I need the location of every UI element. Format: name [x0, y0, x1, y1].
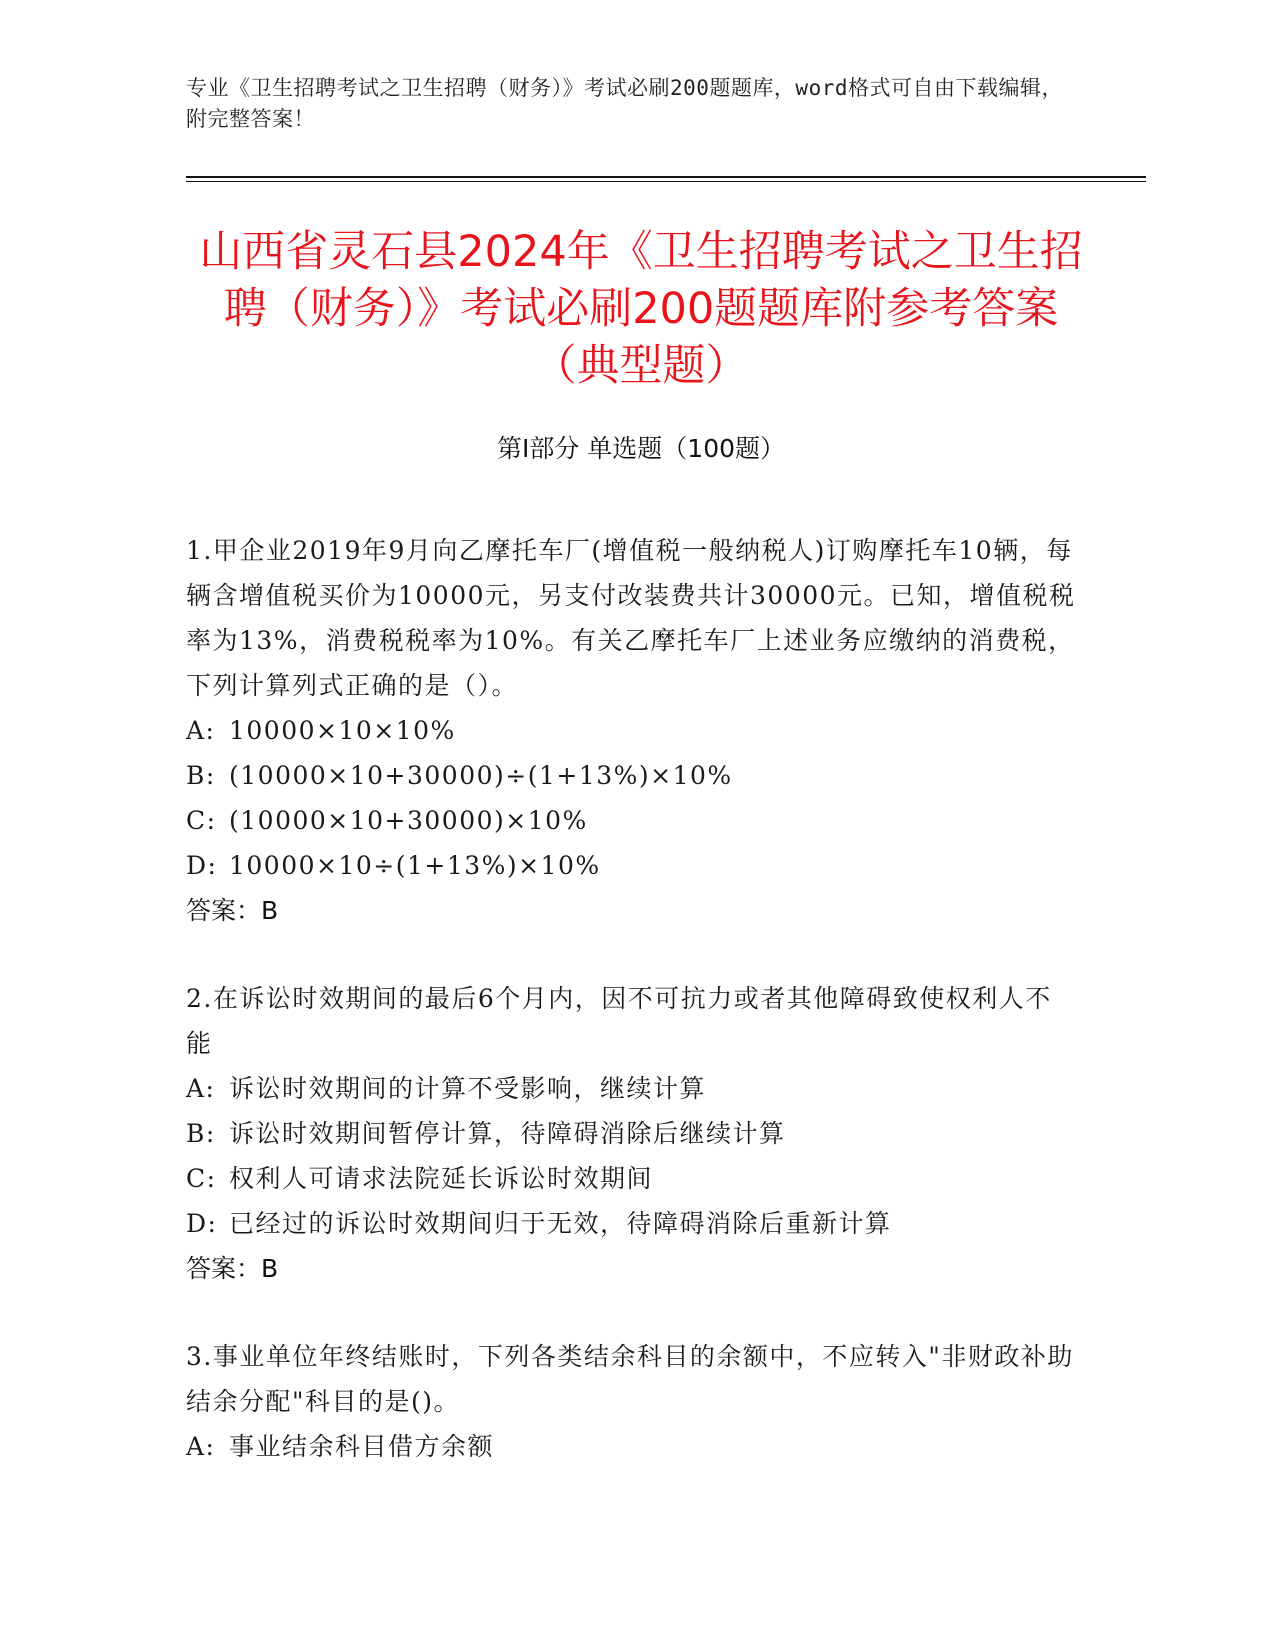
- option-text: 诉讼时效期间的计算不受影响，继续计算: [229, 1074, 707, 1103]
- option-b: [186, 1111, 1076, 1156]
- option-key: D:: [186, 1209, 218, 1238]
- question-stem: 3.事业单位年终结账时，下列各类结余科目的余额中，不应转入"非财政补助结余分配"科目的是()。: [186, 1342, 1074, 1416]
- question-1: [186, 528, 1076, 933]
- option-a: [186, 1066, 1076, 1111]
- option-key: B:: [186, 1119, 216, 1148]
- question-list: [186, 528, 1076, 1512]
- option-a: [186, 708, 1076, 753]
- option-a: [186, 1424, 1076, 1469]
- question-3: [186, 1334, 1076, 1469]
- option-c: [186, 798, 1076, 843]
- answer-line: 答案：B: [186, 896, 279, 925]
- question-2: [186, 976, 1076, 1291]
- question-stem: 2.在诉讼时效期间的最后6个月内，因不可抗力或者其他障碍致使权利人不能: [186, 984, 1052, 1058]
- option-text: 权利人可请求法院延长诉讼时效期间: [229, 1164, 654, 1193]
- document-title: 山西省灵石县2024年《卫生招聘考试之卫生招聘（财务）》考试必刷200题题库附参考答案（典型题）: [199, 227, 1083, 391]
- option-d: [186, 1201, 1076, 1246]
- option-key: C:: [186, 1164, 217, 1193]
- option-d: [186, 843, 1076, 888]
- question-stem: 1.甲企业2019年9月向乙摩托车厂(增值税一般纳税人)订购摩托车10辆，每辆含增值税买价为10000元，另支付改装费共计30000元。已知，增值税税率为13%，消费税税率为10%。有关乙摩托车厂上述业务应缴纳的消费税，下列计算列式正确的是（）。: [186, 536, 1076, 700]
- section-heading: 第Ⅰ部分 单选题（100题）: [496, 434, 786, 463]
- option-text: (10000×10+30000)÷(1+13%)×10%: [229, 761, 733, 790]
- option-key: A:: [186, 1074, 216, 1103]
- option-key: B:: [186, 761, 216, 790]
- option-text: 10000×10×10%: [229, 716, 456, 745]
- option-b: [186, 753, 1076, 798]
- option-key: A:: [186, 1432, 216, 1461]
- option-text: 诉讼时效期间暂停计算，待障碍消除后继续计算: [229, 1119, 786, 1148]
- option-key: C:: [186, 806, 217, 835]
- header-note: 专业《卫生招聘考试之卫生招聘（财务）》考试必刷200题题库，word格式可自由下载编辑，附完整答案！: [186, 76, 1063, 131]
- option-c: [186, 1156, 1076, 1201]
- answer-line: 答案：B: [186, 1254, 279, 1283]
- header-rule-thick: [186, 176, 1146, 178]
- option-text: 已经过的诉讼时效期间归于无效，待障碍消除后重新计算: [229, 1209, 892, 1238]
- option-key: D:: [186, 851, 218, 880]
- header-rule-thin: [186, 181, 1146, 182]
- option-text: 事业结余科目借方余额: [229, 1432, 495, 1461]
- option-text: 10000×10÷(1+13%)×10%: [229, 851, 601, 880]
- option-key: A:: [186, 716, 216, 745]
- option-text: (10000×10+30000)×10%: [229, 806, 588, 835]
